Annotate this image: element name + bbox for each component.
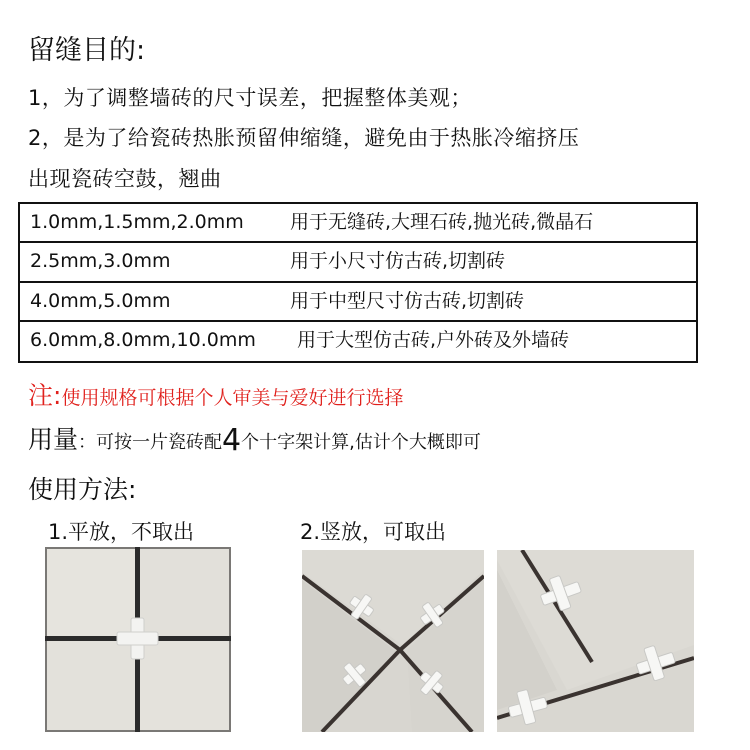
usage (28, 420, 481, 458)
spec-use: 用于小尺寸仿古砖,切割砖 (290, 250, 506, 273)
usage-text-after: 个十字架计算,估计个大概即可 (241, 432, 481, 453)
note-text: 使用规格可根据个人审美与爱好进行选择 (61, 387, 404, 409)
spec-size: 1.0mm,1.5mm,2.0mm (30, 211, 244, 233)
spec-table (18, 202, 698, 363)
purpose-line-2: 2，是为了给瓷砖热胀预留伸缩缝，避免由于热胀冷缩挤压 (28, 126, 580, 150)
spec-use: 用于中型尺寸仿古砖,切割砖 (290, 289, 525, 312)
note-label: 注: (28, 381, 62, 410)
usage-number: 4 (222, 423, 242, 458)
spec-row (20, 322, 696, 361)
usage-label: 用量 (28, 425, 79, 454)
page-title: 留缝目的: (28, 35, 146, 66)
spec-size: 2.5mm,3.0mm (30, 250, 171, 273)
note (28, 376, 403, 412)
spec-use: 用于大型仿古砖,户外砖及外墙砖 (297, 328, 570, 351)
spec-row (20, 283, 696, 322)
upright-caption: 2.竖放，可取出 (300, 520, 447, 544)
spec-row (20, 204, 696, 243)
method-title: 使用方法: (28, 475, 137, 504)
upright-spacers-photo (302, 550, 484, 732)
purpose-line-1: 1，为了调整墙砖的尺寸误差，把握整体美观； (28, 86, 472, 110)
purpose-line-3: 出现瓷砖空鼓，翘曲 (28, 167, 222, 191)
spec-use: 用于无缝砖,大理石砖,抛光砖,微晶石 (290, 211, 594, 233)
upright-spacers-closeup-photo (497, 550, 694, 732)
flat-caption: 1.平放，不取出 (48, 520, 195, 544)
spec-size: 4.0mm,5.0mm (30, 289, 171, 312)
flat-spacer-photo (45, 547, 231, 732)
usage-text-before: ：可按一片瓷砖配 (78, 432, 223, 453)
spec-row (20, 243, 696, 282)
spec-size: 6.0mm,8.0mm,10.0mm (30, 328, 256, 351)
